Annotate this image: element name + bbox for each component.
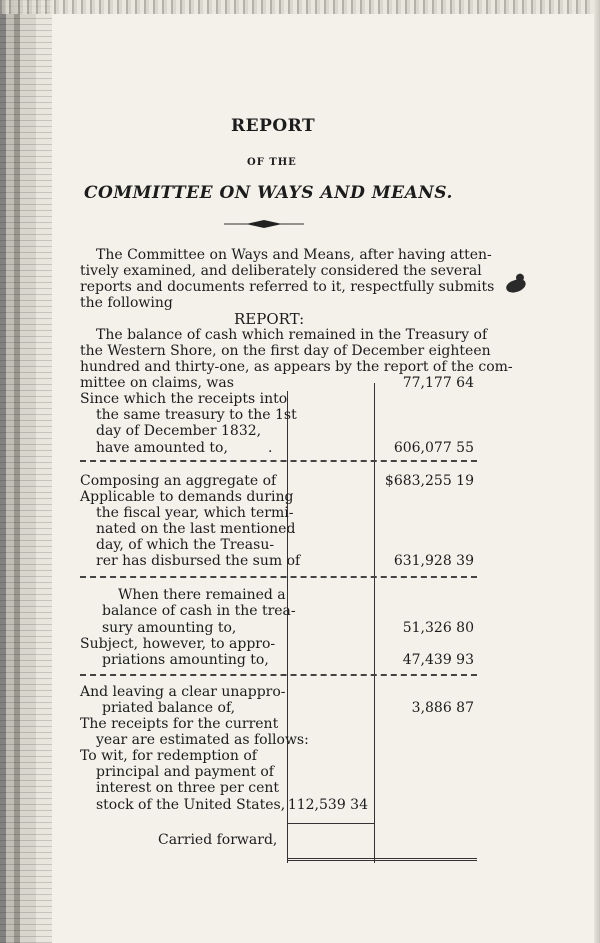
rule-after-disbursed: [80, 576, 477, 578]
scan-binding-edge: [0, 0, 52, 943]
aggregate-line: Composing an aggregate of: [80, 473, 277, 489]
of-the-label: OF THE: [247, 157, 297, 168]
intro-line-4: the following: [80, 295, 173, 311]
balance-line-2: the Western Shore, on the first day of December eighteen: [80, 343, 491, 359]
leaving-amount: 3,886 87: [411, 700, 474, 716]
scan-top-edge: [0, 0, 600, 14]
remained-amount: 51,326 80: [402, 620, 474, 636]
applicable-line-2: the fiscal year, which termi-: [96, 505, 294, 521]
applicable-line-1: Applicable to demands during: [80, 489, 294, 505]
applicable-line-3: nated on the last mentioned: [96, 521, 296, 537]
balance-amount: 77,177 64: [402, 375, 474, 391]
aggregate-amount: $683,255 19: [384, 473, 474, 489]
receipts-dot: .: [268, 440, 273, 456]
rule-after-subject: [80, 674, 477, 676]
carried-forward: Carried forward,: [158, 832, 278, 848]
receipts-line-3: day of December 1832,: [96, 423, 262, 439]
balance-line-3: hundred and thirty-one, as appears by the report of the com-: [80, 359, 513, 375]
subject-line-1: Subject, however, to appro-: [80, 636, 276, 652]
receipts-line-4: have amounted to,: [96, 440, 228, 456]
receipts-line-1: Since which the receipts into: [80, 391, 288, 407]
disbursed-amount: 631,928 39: [393, 553, 474, 569]
leaving-line-1: And leaving a clear unappro-: [80, 684, 286, 700]
balance-line-1: The balance of cash which remained in the Treasury of: [96, 327, 488, 343]
intro-line-3: reports and documents referred to it, respectfully submits: [80, 279, 495, 295]
applicable-line-5: rer has disbursed the sum of: [96, 553, 301, 569]
subject-amount: 47,439 93: [402, 652, 474, 668]
leaving-line-2: priated balance of,: [102, 700, 236, 716]
estimated-line-5: interest on three per cent: [96, 780, 280, 796]
receipts-line-2: the same treasury to the 1st: [96, 407, 297, 423]
estimated-line-4: principal and payment of: [96, 764, 274, 780]
balance-line-4: mittee on claims, was: [80, 375, 234, 391]
estimated-line-6: stock of the United States,: [96, 797, 286, 813]
report-subheading: REPORT:: [234, 310, 305, 328]
estimated-line-2: year are estimated as follows:: [96, 732, 309, 748]
remained-line-3: sury amounting to,: [102, 620, 237, 636]
ink-blot: [505, 278, 527, 295]
closing-double-rule: [287, 858, 477, 861]
remained-line-2: balance of cash in the trea-: [102, 603, 296, 619]
column-rule-right: [374, 383, 375, 863]
estimated-line-1: The receipts for the current: [80, 716, 279, 732]
subject-line-2: priations amounting to,: [102, 652, 269, 668]
applicable-line-4: day, of which the Treasu-: [96, 537, 275, 553]
rule-after-receipts: [80, 460, 477, 462]
committee-title: COMMITTEE ON WAYS AND MEANS.: [84, 183, 453, 203]
receipts-amount: 606,077 55: [393, 440, 474, 456]
stock-amount: 112,539 34: [287, 797, 368, 813]
ornament-divider-icon: [224, 218, 304, 230]
remained-line-1: When there remained a: [118, 587, 286, 603]
estimated-line-3: To wit, for redemption of: [80, 748, 257, 764]
report-title: REPORT: [231, 116, 316, 136]
scan-right-edge: [594, 0, 600, 943]
intro-line-2: tively examined, and deliberately considered the several: [80, 263, 482, 279]
rule-under-stock: [287, 823, 375, 824]
intro-line-1: The Committee on Ways and Means, after having atten-: [96, 247, 492, 263]
